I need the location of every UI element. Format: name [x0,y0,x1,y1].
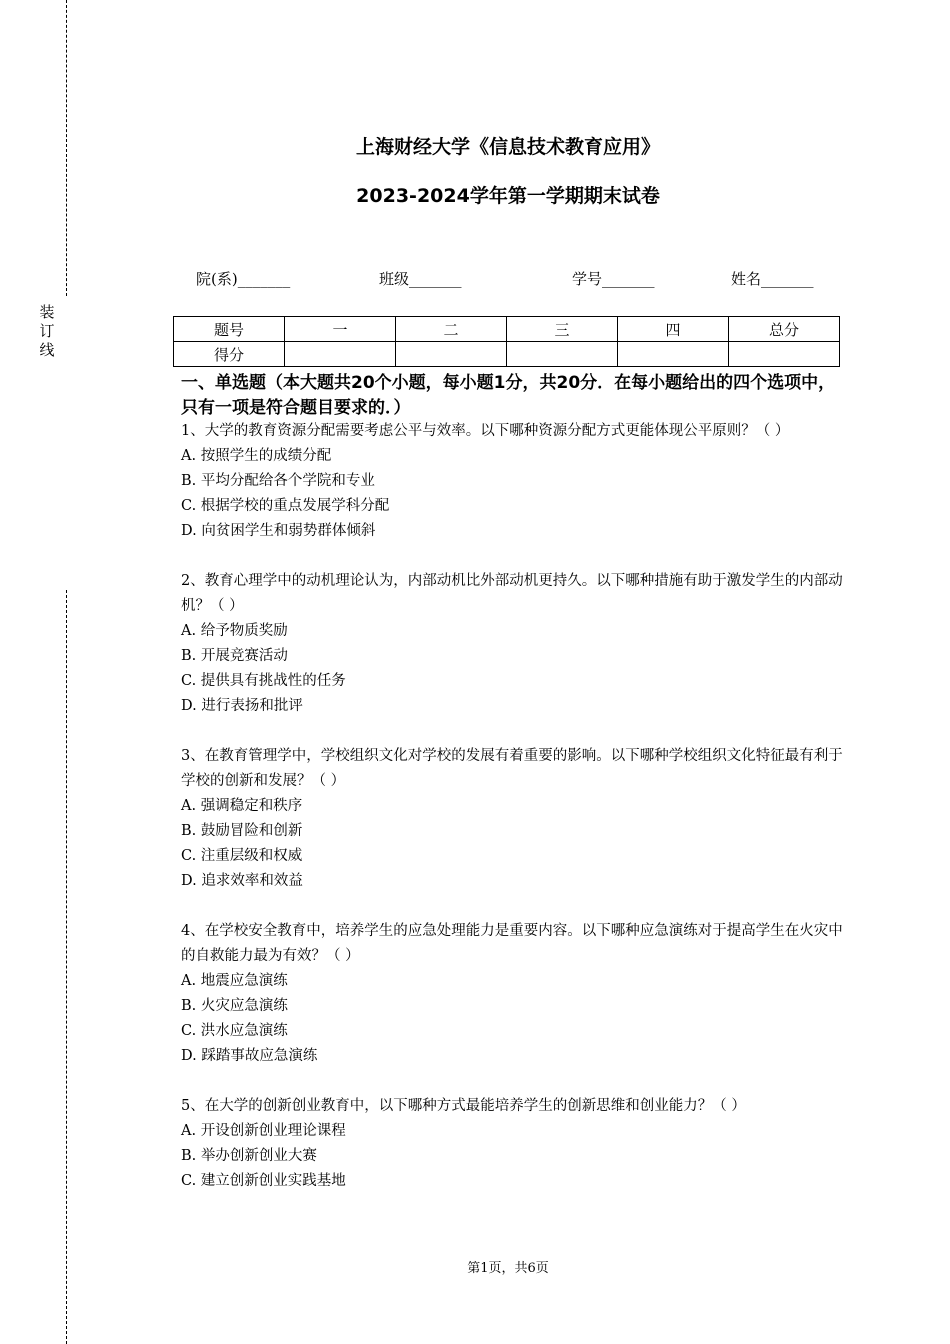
question-item [181,1094,843,1194]
question-option: A. 强调稳定和秩序 [181,798,303,814]
name-field: 姓名_______ [731,270,814,288]
score-table-cell: 得分 [174,342,285,367]
binding-label [38,303,56,360]
score-table-cell: 二 [396,317,507,342]
class-field: 班级_______ [379,270,462,288]
score-entry-cell [618,342,729,367]
question-option: C. 建立创新创业实践基地 [181,1173,346,1189]
page-number: 第1页，共6页 [467,1261,549,1276]
score-entry-cell [729,342,840,367]
student-id-field: 学号_______ [572,270,655,288]
score-table-cell: 四 [618,317,729,342]
score-table-cell: 总分 [729,317,840,342]
question-item [181,569,843,719]
exam-title: 上海财经大学《信息技术教育应用》 [355,136,660,158]
binding-label-char: 线 [39,341,55,359]
score-table-cell: 三 [507,317,618,342]
question-option: B. 举办创新创业大赛 [181,1148,317,1164]
question-option: A. 地震应急演练 [181,973,288,989]
score-table-cell: 一 [285,317,396,342]
question-stem: 4、在学校安全教育中，培养学生的应急处理能力是重要内容。以下哪种应急演练对于提高学生在火灾中的自救能力最为有效？（ ） [181,923,843,964]
question-stem: 1、大学的教育资源分配需要考虑公平与效率。以下哪种资源分配方式更能体现公平原则？（ ） [181,423,790,439]
score-entry-cell [285,342,396,367]
question-option: D. 踩踏事故应急演练 [181,1048,318,1064]
question-option: D. 进行表扬和批评 [181,698,303,714]
score-table [173,316,840,367]
score-table-cell: 题号 [174,317,285,342]
question-option: D. 追求效率和效益 [181,873,303,889]
question-option: C. 提供具有挑战性的任务 [181,673,346,689]
question-option: A. 按照学生的成绩分配 [181,448,332,464]
question-item [181,744,843,894]
score-entry-cell [396,342,507,367]
question-item [181,919,843,1069]
question-list [181,419,843,1219]
question-option: A. 开设创新创业理论课程 [181,1123,346,1139]
question-stem: 5、在大学的创新创业教育中，以下哪种方式最能培养学生的创新思维和创业能力？（ ） [181,1098,746,1114]
binding-line-bottom [66,590,67,1344]
exam-subtitle: 2023-2024学年第一学期期末试卷 [356,185,660,207]
question-option: D. 向贫困学生和弱势群体倾斜 [181,523,376,539]
question-item [181,419,843,544]
question-option: A. 给予物质奖励 [181,623,288,639]
question-option: C. 根据学校的重点发展学科分配 [181,498,390,514]
score-table-header-row [174,317,840,342]
binding-label-char: 订 [39,322,55,340]
section-heading: 一、单选题（本大题共20个小题，每小题1分，共20分．在每小题给出的四个选项中，只有一项是符合题目要求的．） [181,373,836,418]
question-option: B. 火灾应急演练 [181,998,288,1014]
score-table-score-row [174,342,840,367]
department-field: 院(系)_______ [196,270,291,288]
score-entry-cell [507,342,618,367]
question-option: B. 开展竞赛活动 [181,648,288,664]
question-option: B. 鼓励冒险和创新 [181,823,303,839]
question-option: C. 注重层级和权威 [181,848,303,864]
question-option: B. 平均分配给各个学院和专业 [181,473,375,489]
question-stem: 3、在教育管理学中，学校组织文化对学校的发展有着重要的影响。以下哪种学校组织文化特征最有利于学校的创新和发展？（ ） [181,748,843,789]
binding-label-char: 装 [39,303,55,321]
question-stem: 2、教育心理学中的动机理论认为，内部动机比外部动机更持久。以下哪种措施有助于激发学生的内部动机？（ ） [181,573,843,614]
question-option: C. 洪水应急演练 [181,1023,288,1039]
